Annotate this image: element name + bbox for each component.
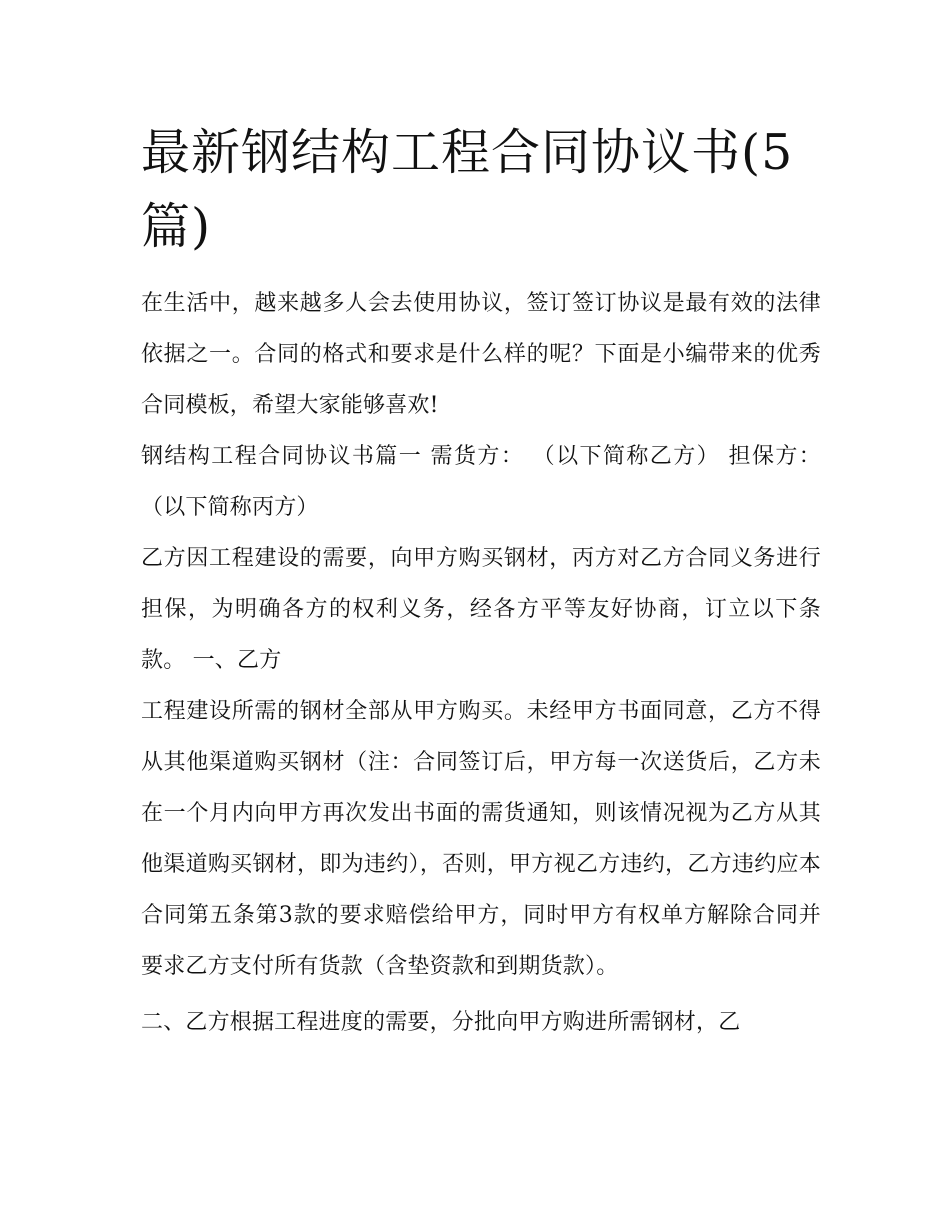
document-title: 最新钢结构工程合同协议书(5篇)	[141, 124, 794, 255]
document-body	[141, 278, 821, 1048]
clause-one-paragraph: 工程建设所需的钢材全部从甲方购买。未经甲方书面同意，乙方不得从其他渠道购买钢材（注：合同签订后，甲方每一次送货后，乙方未在一个月内向甲方再次发出书面的需货通知，则该情况视为乙方从其他渠道购买钢材，即为违约），否则，甲方视乙方违约，乙方违约应本合同第五条第3款的要求赔偿给甲方，同时甲方有权单方解除合同并要求乙方支付所有货款（含垫资款和到期货款）。	[141, 699, 821, 979]
intro-paragraph: 在生活中，越来越多人会去使用协议，签订签订协议是最有效的法律依据之一。合同的格式和要求是什么样的呢？下面是小编带来的优秀合同模板，希望大家能够喜欢!	[141, 291, 821, 418]
clause-two-paragraph: 二、乙方根据工程进度的需要，分批向甲方购进所需钢材，乙	[141, 1010, 741, 1035]
parties-paragraph: 钢结构工程合同协议书篇一 需货方： （以下简称乙方） 担保方： （以下简称丙方）	[141, 444, 821, 520]
purpose-paragraph: 乙方因工程建设的需要，向甲方购买钢材，丙方对乙方合同义务进行担保，为明确各方的权利义务，经各方平等友好协商，订立以下条款。 一、乙方	[141, 546, 821, 673]
